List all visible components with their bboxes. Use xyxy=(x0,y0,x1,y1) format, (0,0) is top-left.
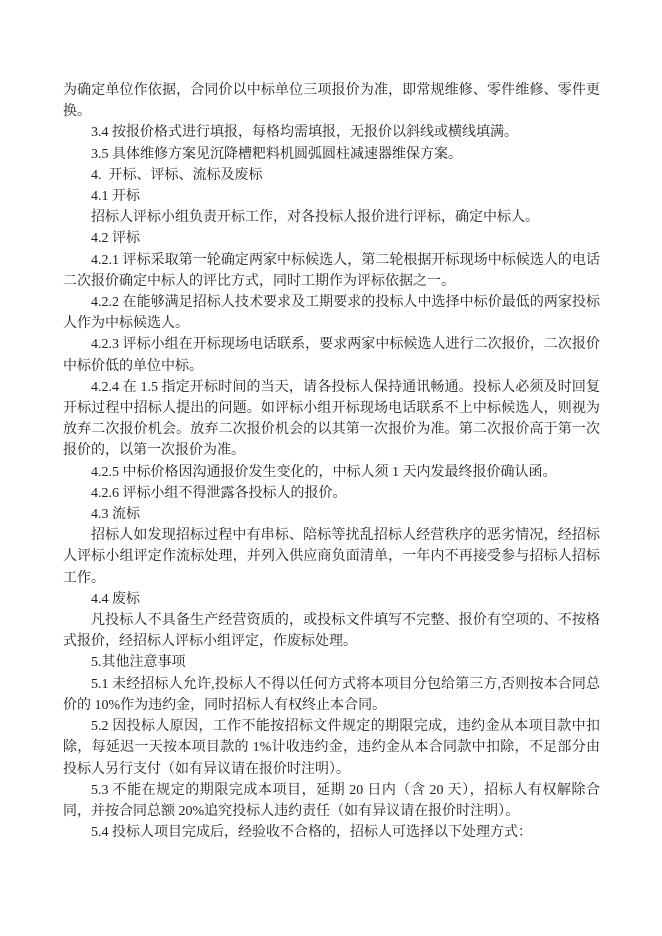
para-5-3-contract-termination: 5.3 不能在规定的期限完成本项目，延期 20 日内（含 20 天），招标人有权解除合同，并按合同总额 20%追究投标人违约责任（如有异议请在报价时注明）。 xyxy=(63,782,600,819)
para-3-4-quote-format: 3.4 按报价格式进行填报，每格均需填报，无报价以斜线或横线填满。 xyxy=(91,125,518,141)
para-5-1-no-subcontract: 5.1 未经招标人允许,投标人不得以任何方式将本项目分包给第三方,否则按本合同总价的 10%作为违约金，同时招标人有权终止本合同。 xyxy=(63,676,600,713)
heading-4-3-failed-bid: 4.3 流标 xyxy=(91,507,140,523)
para-void-bid-body: 凡投标人不具备生产经营资质的，或投标文件填写不完整、报价有空项的、不按格式报价，经招标人评标小组评定，作废标处理。 xyxy=(63,613,600,650)
para-5-2-delay-penalty: 5.2 因投标人原因，工作不能按招标文件规定的期限完成，违约金从本项目款中扣除，每延迟一天按本项目款的 1%计收违约金，违约金从本合同款中扣除，不足部分由投标人另行支付（如有异议请在报价时注明）。 xyxy=(63,719,600,777)
para-contract-price-basis: 为确定单位作依据，合同价以中标单位三项报价为准，即常规维修、零件维修、零件更换。 xyxy=(63,83,600,120)
heading-4-4-void-bid: 4.4 废标 xyxy=(91,591,140,607)
para-failed-bid-body: 招标人如发现招标过程中有串标、陪标等扰乱招标人经营秩序的恶劣情况，经招标人评标小组评定作流标处理，并列入供应商负面清单，一年内不再接受参与招标人招标工作。 xyxy=(63,528,600,586)
para-5-4-acceptance-failure: 5.4 投标人项目完成后，经验收不合格的，招标人可选择以下处理方式： xyxy=(91,825,532,841)
para-4-2-4: 4.2.4 在 1.5 指定开标时间的当天，请各投标人保持通讯畅通。投标人必须及时回复开标过程中招标人提出的问题。如评标小组开标现场电话联系不上中标候选人，则视为放弃二次报价机会。放弃二次报价机会的以其第一次报价为准。第二次报价高于第一次报价的，以第一次报价为准。 xyxy=(63,379,600,459)
para-open-bid-body: 招标人评标小组负责开标工作，对各投标人报价进行评标，确定中标人。 xyxy=(91,210,539,226)
document-body-text xyxy=(63,80,600,843)
para-4-2-2: 4.2.2 在能够满足招标人技术要求及工期要求的投标人中选择中标价最低的两家投标人作为中标候选人。 xyxy=(63,295,600,332)
heading-section-4: 4. 开标、评标、流标及废标 xyxy=(91,167,263,183)
para-4-2-5: 4.2.5 中标价格因沟通报价发生变化的，中标人须 1 天内发最终报价确认函。 xyxy=(91,464,557,480)
para-4-2-6: 4.2.6 评标小组不得泄露各投标人的报价。 xyxy=(91,485,347,501)
heading-4-1-open-bid: 4.1 开标 xyxy=(91,189,140,205)
para-4-2-1: 4.2.1 评标采取第一轮确定两家中标候选人，第二轮根据开标现场中标候选人的电话二次报价确定中标人的评比方式，同时工期作为评标依据之一。 xyxy=(63,252,600,289)
para-3-5-maintenance-plan: 3.5 具体维修方案见沉降槽粑料机圆弧圆柱减速器维保方案。 xyxy=(91,146,462,162)
heading-4-2-evaluation: 4.2 评标 xyxy=(91,231,140,247)
para-4-2-3: 4.2.3 评标小组在开标现场电话联系，要求两家中标候选人进行二次报价，二次报价中标价低的单位中标。 xyxy=(63,337,600,374)
heading-section-5: 5.其他注意事项 xyxy=(91,655,186,671)
